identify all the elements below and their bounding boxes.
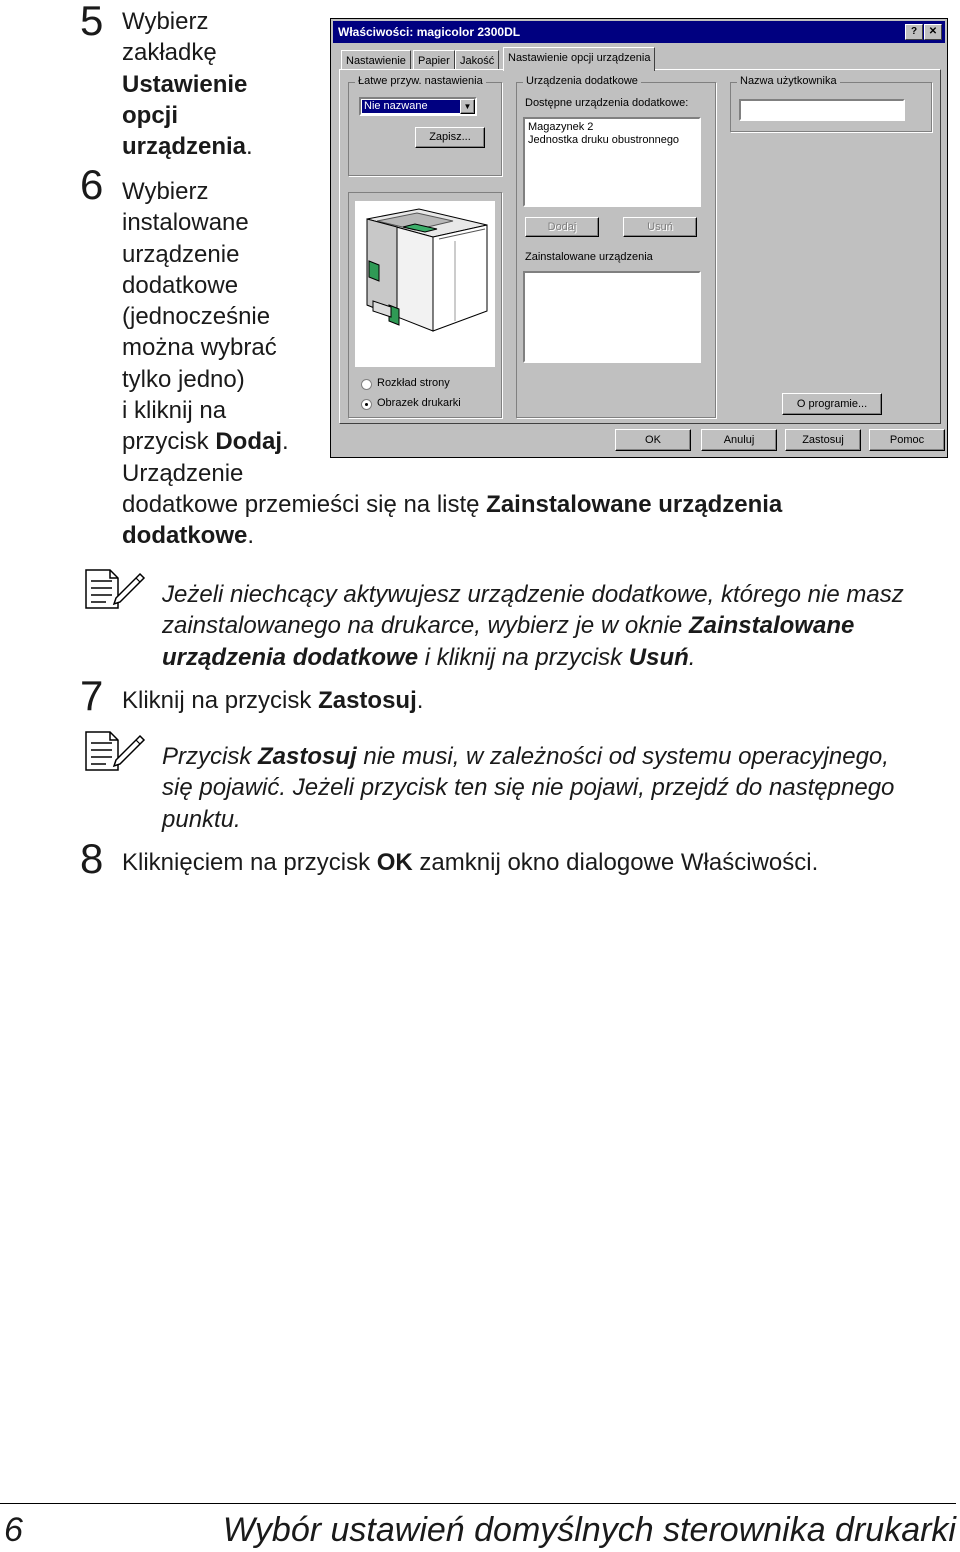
step-text-line: Urządzenie <box>122 459 244 487</box>
tab-jakosc[interactable]: Jakość <box>455 50 499 70</box>
note-text: nie musi, w zależności od systemu operacyjnego, <box>356 743 889 770</box>
dialog-title: Właściwości: magicolor 2300DL <box>338 25 521 39</box>
tab-panel <box>339 69 941 424</box>
close-icon[interactable]: ✕ <box>924 24 942 40</box>
step-text-bold: Zainstalowane urządzenia <box>486 490 783 518</box>
available-devices-label: Dostępne urządzenia dodatkowe: <box>525 97 689 109</box>
step-number-6: 6 <box>80 161 104 208</box>
optional-devices-label: Urządzenia dodatkowe <box>523 75 641 87</box>
easy-settings-select[interactable] <box>359 97 477 116</box>
note-line: Jeżeli niechcący aktywujesz urządzenie dodatkowe, którego nie masz <box>162 581 904 608</box>
step-text-punct: . <box>416 687 424 714</box>
note-pencil-icon <box>84 730 146 772</box>
chapter-title: Wybór ustawień domyślnych sterownika drukarki <box>222 1511 956 1549</box>
about-button[interactable]: O programie... <box>782 393 882 415</box>
step-text-bold: Dodaj <box>215 428 283 456</box>
tab-nastawienie[interactable]: Nastawienie <box>341 50 411 70</box>
step-8-text <box>122 847 818 878</box>
add-button[interactable]: Dodaj <box>525 217 599 237</box>
note-text-bold: Zainstalowane <box>688 612 855 640</box>
dialog-titlebar <box>333 21 945 43</box>
help-button[interactable]: Pomoc <box>869 429 945 451</box>
note-text: i kliknij na przycisk <box>418 643 629 671</box>
radio-printer-image[interactable] <box>361 399 372 410</box>
step-text-punct: . <box>246 133 253 161</box>
user-name-label: Nazwa użytkownika <box>737 75 840 87</box>
remove-button[interactable]: Usuń <box>623 217 697 237</box>
note-text-bold: Zastosuj <box>258 743 357 770</box>
optional-devices-group <box>516 75 716 418</box>
printer-illustration <box>355 201 495 367</box>
note-text: Przycisk <box>162 743 258 770</box>
note-text-bold: urządzenia dodatkowe <box>162 643 419 671</box>
step-number-8: 8 <box>80 835 104 882</box>
step-text: Kliknięciem na przycisk <box>122 849 377 876</box>
step-text: dodatkowe przemieści się na listę <box>122 490 487 518</box>
step-text-line: i kliknij na <box>122 397 227 425</box>
user-name-input[interactable] <box>739 99 905 121</box>
step-text-bold: Ustawienie <box>122 70 248 98</box>
apply-button[interactable]: Zastosuj <box>785 429 861 451</box>
step-text-bold: OK <box>376 849 413 876</box>
properties-dialog <box>330 18 948 458</box>
step-text-bold: dodatkowe <box>122 522 248 550</box>
list-item[interactable]: Jednostka druku obustronnego <box>528 134 680 146</box>
step-text-line: zakładkę <box>122 39 217 67</box>
printer-image <box>355 201 495 367</box>
note-2 <box>162 741 894 835</box>
user-name-group <box>730 75 932 132</box>
tab-device-options[interactable]: Nastawienie opcji urządzenia <box>503 47 655 71</box>
step-text-line: można wybrać <box>122 334 277 362</box>
step-text-line: urządzenie <box>122 240 240 268</box>
easy-settings-group <box>348 75 502 176</box>
radio-page-layout-label: Rozkład strony <box>377 377 450 389</box>
step-5-text <box>122 6 253 162</box>
step-text: Kliknij na przycisk <box>122 687 319 714</box>
step-text: zamknij okno dialogowe Właściwości. <box>412 849 819 876</box>
help-title-button[interactable]: ? <box>905 24 923 40</box>
step-text-line: dodatkowe <box>122 271 239 299</box>
step-7-text <box>122 685 423 716</box>
step-text-line: instalowane <box>122 209 249 237</box>
easy-settings-label: Łatwe przyw. nastawienia <box>355 75 486 87</box>
page-number: 6 <box>4 1511 23 1549</box>
step-text-bold: Zastosuj <box>318 687 417 714</box>
radio-printer-image-label: Obrazek drukarki <box>377 397 461 409</box>
available-devices-list[interactable] <box>523 117 701 207</box>
installed-devices-list[interactable] <box>523 271 701 363</box>
note-text-punct: . <box>688 643 696 671</box>
note-text: zainstalowanego na drukarce, wybierz je w oknie <box>162 612 689 640</box>
step-number-5: 5 <box>80 0 104 44</box>
chevron-down-icon[interactable]: ▼ <box>460 99 475 114</box>
installed-devices-label: Zainstalowane urządzenia <box>525 251 653 263</box>
note-1 <box>162 579 904 673</box>
footer-rule <box>0 1503 956 1504</box>
note-line: punktu. <box>162 805 241 833</box>
step-number-7: 7 <box>80 672 104 719</box>
step-text-punct: . <box>282 428 289 456</box>
step-text-bold: urządzenia <box>122 133 247 161</box>
radio-page-layout[interactable] <box>361 379 372 390</box>
easy-settings-value: Nie nazwane <box>362 100 460 113</box>
step-text-line: tylko jedno) <box>122 365 245 393</box>
step-text: przycisk <box>122 428 216 456</box>
list-item[interactable]: Magazynek 2 <box>528 121 594 133</box>
note-line: się pojawić. Jeżeli przycisk ten się nie pojawi, przejdź do następnego <box>162 774 895 802</box>
cancel-button[interactable]: Anuluj <box>701 429 777 451</box>
step-text-punct: . <box>247 522 255 550</box>
tab-papier[interactable]: Papier <box>413 50 455 70</box>
note-pencil-icon <box>84 568 146 610</box>
step-text-line: Wybierz <box>122 8 209 35</box>
save-button[interactable]: Zapisz... <box>415 127 485 148</box>
step-text-line: Wybierz <box>122 178 209 205</box>
ok-button[interactable]: OK <box>615 429 691 451</box>
step-text-bold: opcji <box>122 101 179 129</box>
note-text-bold: Usuń <box>628 643 689 671</box>
printer-image-group <box>348 192 502 418</box>
step-text-line: (jednocześnie <box>122 303 271 331</box>
